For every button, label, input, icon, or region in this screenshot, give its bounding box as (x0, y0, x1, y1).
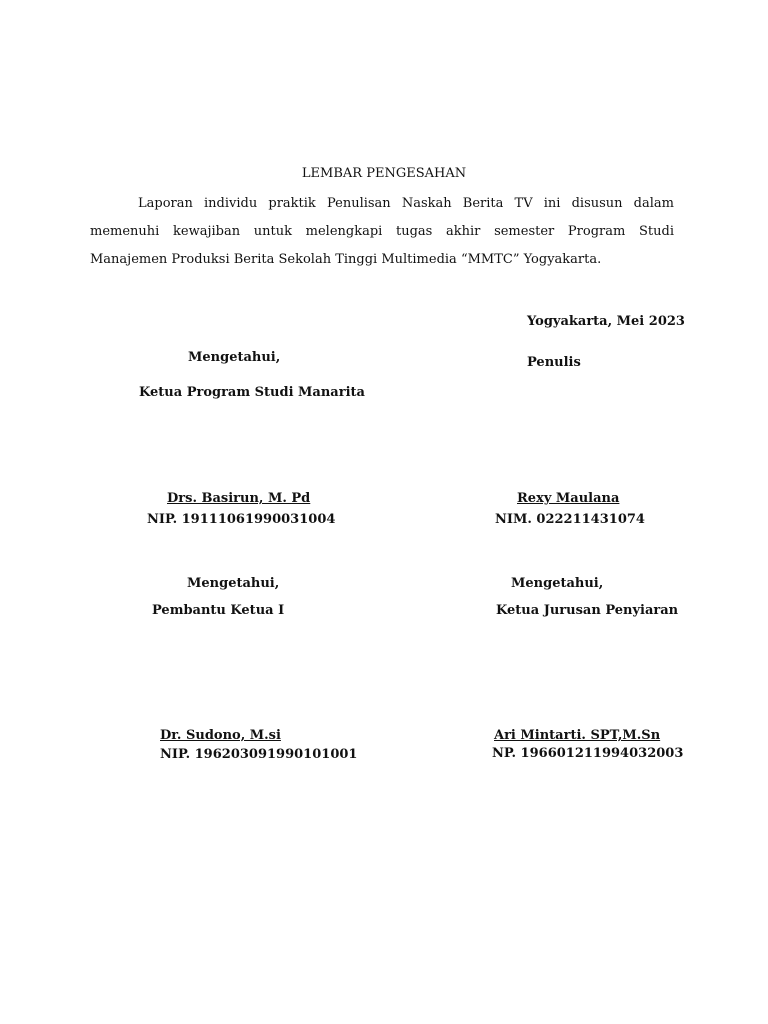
head-of-program-role: Ketua Program Studi Manarita (139, 385, 365, 400)
assistant-acknowledge-label: Mengetahui, (187, 576, 280, 591)
body-paragraph: Laporan individu praktik Penulisan Naskah Berita TV ini disusun dalam memenuhi kewajiban untuk melengkapi tugas akhir semester Program Studi Manajemen Produksi Berita Sekolah Tinggi Multimedia “MMTC” Yogyakarta. (90, 196, 674, 267)
department-head-np: NP. 196601211994032003 (492, 746, 684, 761)
assistant-head-name: Dr. Sudono, M.si (160, 728, 281, 743)
department-head-name: Ari Mintarti. SPT,M.Sn (494, 728, 661, 743)
writer-role: Penulis (527, 355, 581, 370)
assistant-head-role: Pembantu Ketua I (152, 603, 285, 618)
document-title: LEMBAR PENGESAHAN (301, 166, 467, 181)
left-acknowledge-label: Mengetahui, (188, 350, 281, 365)
department-acknowledge-label: Mengetahui, (511, 576, 604, 591)
writer-nim: NIM. 022211431074 (495, 512, 645, 527)
writer-name: Rexy Maulana (517, 491, 620, 506)
head-of-program-nip: NIP. 19111061990031004 (147, 512, 336, 527)
assistant-head-nip: NIP. 196203091990101001 (160, 747, 358, 762)
department-head-role: Ketua Jurusan Penyiaran (496, 603, 679, 618)
head-of-program-name: Drs. Basirun, M. Pd (167, 491, 311, 506)
place-date: Yogyakarta, Mei 2023 (527, 314, 685, 329)
